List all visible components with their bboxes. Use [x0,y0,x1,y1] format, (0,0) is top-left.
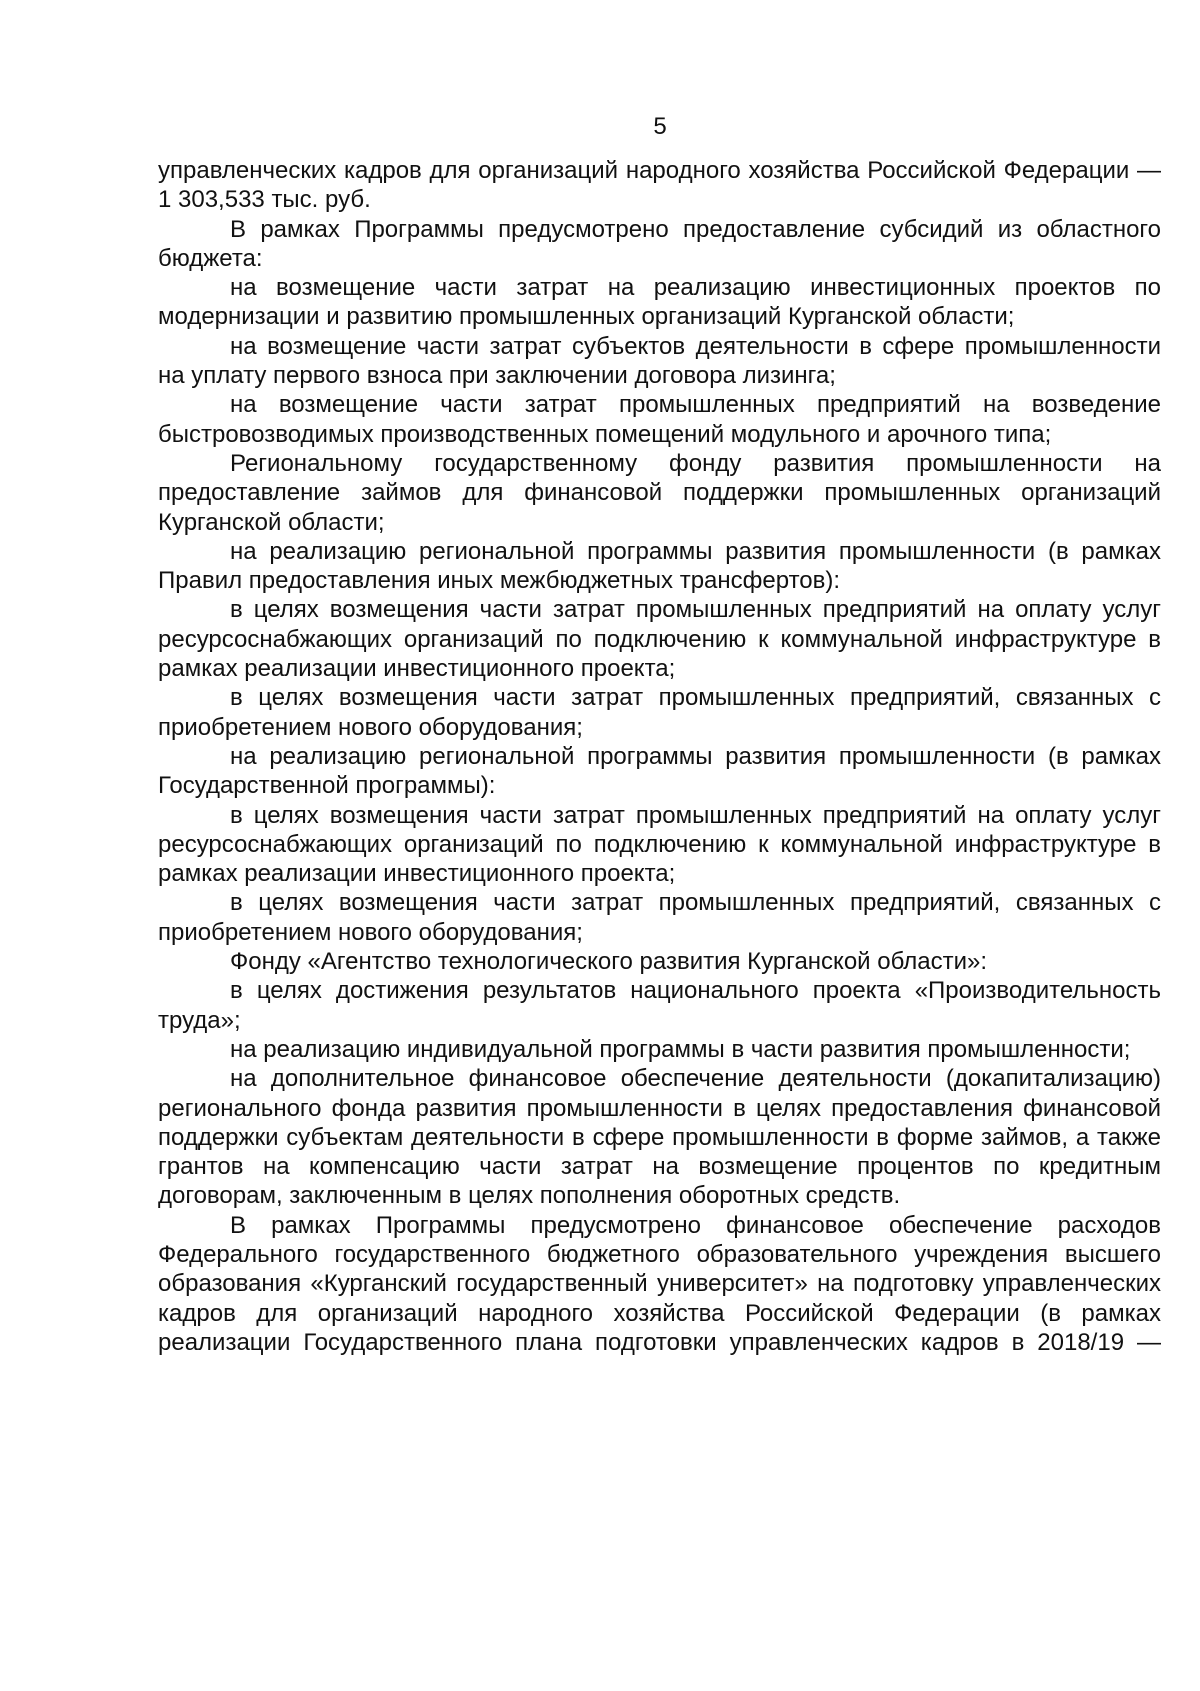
paragraph: на реализацию региональной программы развития промышленности (в рамках Правил предоставления иных межбюджетных трансфертов): [158,537,1161,595]
paragraph: Фонду «Агентство технологического развития Курганской области»: [230,948,988,976]
paragraph: В рамках Программы предусмотрено предоставление субсидий из областного бюджета: [158,215,1161,272]
paragraph: в целях возмещения части затрат промышленных предприятий на оплату услуг ресурсоснабжающих организаций по подключению к коммунальной инфраструктуре в рамках реализации инвестиционного проекта; [158,596,1161,683]
paragraph: Региональному государственному фонду развития промышленности на предоставление займов для финансовой поддержки промышленных организаций Курганской области; [158,449,1161,536]
paragraph: на возмещение части затрат промышленных предприятий на возведение быстровозводимых производственных помещений модульного и арочного типа; [158,391,1161,448]
paragraph: на реализацию индивидуальной программы в части развития промышленности; [230,1035,1131,1063]
page-number: 5 [653,113,667,140]
paragraph: в целях достижения результатов национального проекта «Производительность труда»; [158,977,1161,1034]
paragraph: на реализацию региональной программы развития промышленности (в рамках Государственной программы): [158,742,1161,800]
paragraph: в целях возмещения части затрат промышленных предприятий, связанных с приобретением нового оборудования; [158,684,1161,741]
document-body [158,156,1161,1357]
paragraph: в целях возмещения части затрат промышленных предприятий, связанных с приобретением нового оборудования; [158,889,1161,946]
paragraph: в целях возмещения части затрат промышленных предприятий на оплату услуг ресурсоснабжающих организаций по подключению к коммунальной инфраструктуре в рамках реализации инвестиционного проекта; [158,801,1161,888]
paragraph: В рамках Программы предусмотрено финансовое обеспечение расходов Федерального государственного бюджетного образовательного учреждения высшего образования «Курганский государственный университет» на подготовку управленческих кадров для организаций народного хозяйства Российской Федерации (в рамках реализации Государственного плана подготовки управленческих кадров в 2018/19 — [158,1211,1161,1356]
paragraph: на дополнительное финансовое обеспечение деятельности (докапитализацию) регионального фонда развития промышленности в целях предоставления финансовой поддержки субъектам деятельности в сфере промышленности в форме займов, а также грантов на компенсацию части затрат на возмещение процентов по кредитным договорам, заключенным в целях пополнения оборотных средств. [158,1065,1161,1210]
paragraph: на возмещение части затрат субъектов деятельности в сфере промышленности на уплату первого взноса при заключении договора лизинга; [158,332,1161,390]
paragraph: на возмещение части затрат на реализацию инвестиционных проектов по модернизации и развитию промышленных организаций Курганской области; [158,274,1161,331]
paragraph: управленческих кадров для организаций народного хозяйства Российской Федерации — 1 303,533 тыс. руб. [158,157,1161,214]
